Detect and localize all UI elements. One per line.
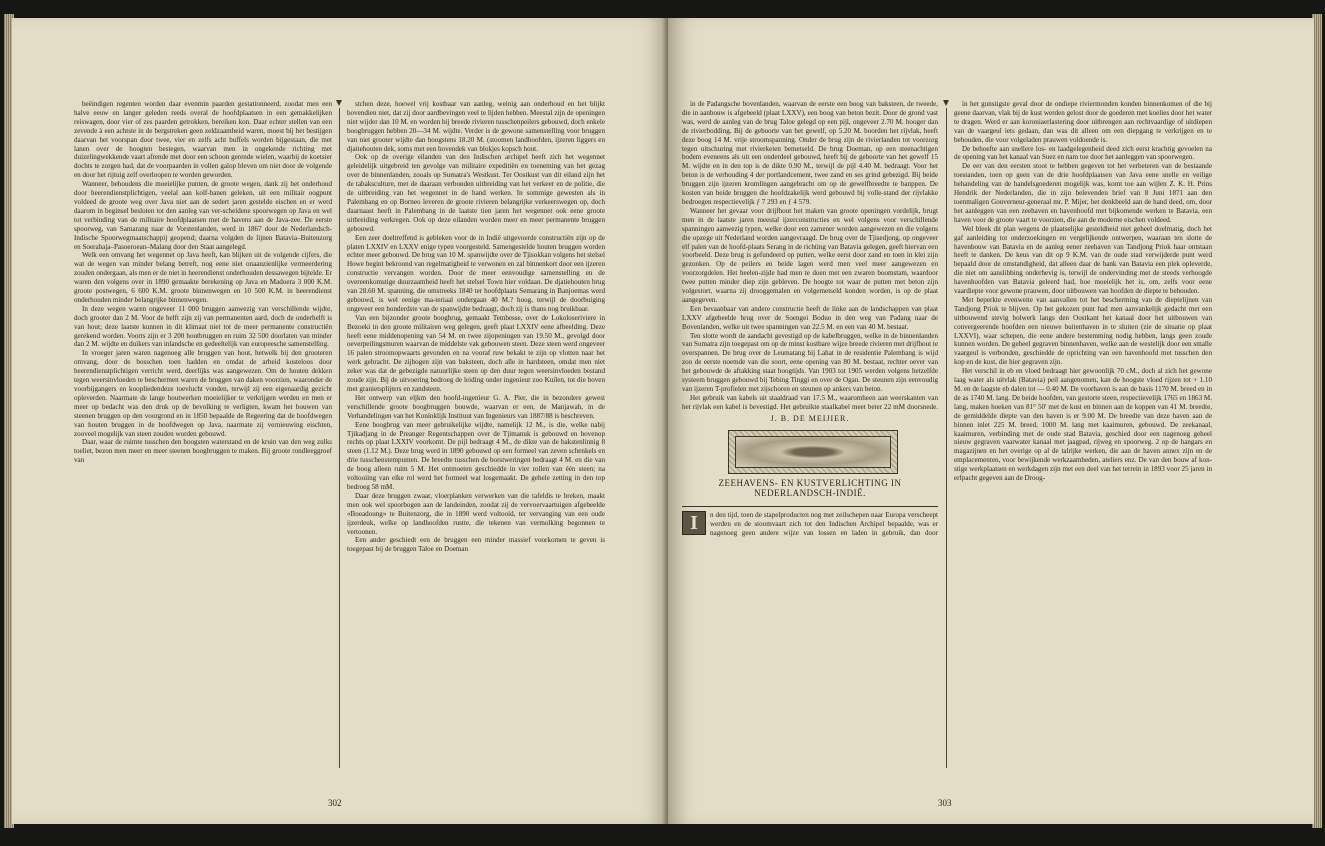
right-page — [668, 18, 1314, 824]
left-column-2 — [347, 100, 605, 788]
paragraph: Met beperkte evenweite van aanvallen tot het bescherming van de dieptelijnen van Tandjong Priok te blijven. Op het gekozen punt had men aanvankelijk gedacht met een uitbouwend stevig bolwerk langs den Oostkant het kanaal door het uitbouwen van convergeerende hoofden een nieuwe buitenhaven in te sluiten (zie de situatie op plaat LXXVI), waar schepen, die eene andere bestemming nodig hebben, langs geen zoude kunnen worden. De geheel gegraven binnenhaven, welke aan de westelijk door een smalle vaargeul is verbonden, geschiedde de oprichting van een havenhoofd met tusschen den kop en de kust, die hier gegraven zijn. — [954, 295, 1212, 367]
paragraph: in het gunstigste geval door de ondiepe riviermonden konden binnenkomen of die bij geene daarvan, vlak bij de kust werden gelost door de goederen met koelies door het water te dragen. Werd er aan koroniaerlastering door uitbrengen aan rechtvaardige of uitdiepen van de vaargeul iets gedaan, dan was dit alleen om een diepgang te verkrijgen en te behouden, die voor volgeladen prauwen voldoende is. — [954, 100, 1212, 144]
paragraph: Het ontwerp van eljkm den hoofd-ingenieur G. A. Pier, die in bezondere gewest verschillende groote boogbruggen bouwde, waarvan er een, de Manjawah, in de Verhandelingen van het Koninklijk Instituut van Ingenieurs van 1887/88 is beschreven. — [347, 393, 605, 420]
paragraph: in de Padangsche bovenlanden, waarvan de eerste een boog van baksteen, de tweede, die in aanbouw is afgebeeld (plaat LXXV), een boog van beton bezit. Door de grond vast was, werd de aanleg van de brug Taloe gelegd op een pijl, ongeveer 2.70 M. hooger dan de rivierbodding. Bij de geboorte van het gewelf, op 5.20 M. boorden het rijvlak, heeft deze boog 14 M. vrije stroomspanning. Onder de brug zijn de rivierlanden tot voorzorg tegen uitschuring met rivierkeien bemetseld. De brug Doeman, op een steenachtigen bodem eveneens als uit een onderdeel gebouwd, heeft bij de geboorte van het gewelf 15 M. wijdte en in den top is de dikte 0.90 M., terwijl de pijl 4.40 M. bedraagt. Voor het beton is de verhouding 4 der portlandcement, twee zand en ses grind gebezigd. Bij beide bruggen zijn ijzeren kromlingen aangebracht om op de gewelfbreedte te banppen. De kosten van beide bruggen die hoofdzakelijk werd gebouwd bij volle-stand der rijvlakke bedroegen respectievelijk ƒ 7 293 en ƒ 4 579. — [682, 100, 938, 206]
paragraph: De eer van den eersten stoot te hebben gegeven tot het verbeteren van de bestaande toestanden, toen op geen van de drie hoofdplaatsen van Java eene snelle en veilige behandeling van de handelsgoederen mogelijk was, komt toe aan wijlen Z. K. H. Prins Hendrik der Nederlanden, die in zijn belevenden brief van 8 Juni 1871 aan den toenmaligen Gouverneur-generaal mr. P. Mijer, het denkbeeld aan de hand deed, om, door het aanleggen van een zeehaven en havenhoofd met bijkomende werken te Batavia, een haven voor de groote vaart te voorzien, die aan de moderne eischen voldeed. — [954, 162, 1212, 224]
paragraph: stchen deze, hoewel vrij kostbaar van aanleg, weinig aan onderhoud en het blijkt bovendien niet, dat zij door aardbevingen veel te lijden hebben. Meestal zijn de openingen niet wijder dan 10 M. en worden bij breede rivieren tusschenpeilers gebouwd, doch enkele boogbruggen hebben 20—34 M. wijdte. Verder is de gewone samenstelling voor bruggen van niet grooter wijdte dan hoogstens 18.20 M. (stoomen landhoofden, ijzeren liggers en djatiehouten dek, soms met een hovendek van blokjes kopsch hout. — [347, 100, 605, 153]
page-number: 303 — [938, 798, 952, 808]
left-column-1 — [74, 100, 332, 788]
paragraph: Daar deze bruggen zwaar, vloerplanken verwerken van die tafeldis te breken, maakt men ook wel spoorbogen aan de landeinden, zoodat zij de vervoervaartuigen afgebeelde «Boeadoung» te Buitenzorg, die in 1890 werd voltooid, ter vervanging van een oude ijzerdeuk, welke op landhoofden rustte, die tekenen van vermolking begonnen te vertoonen. — [347, 491, 605, 536]
paragraph: Wanneer het gevaar voor drijfhout het maken van groote openingen vordelijk, brugt men in de laatste jaren meestal ijzerconstructies en wel volgens voor verschillende spanningen aanwezig typen, welke door een zamener worden aangewezen en die volgens die opzege uit Nederland worden aangevraagd. De brug over de Tjisedjong, op ongeveer elf palen van de hoofd-plaats Serang in de richting van Batavia gelegen, geeft hiervan een voorbeeld. Deze brug is gefundeerd op putten, welke eerst door zand en toen in klei zijn gezonken. Op de peilers en beide lagen werd men veel meer aangewezen en voorzorgdelen. Het heelen-zijde had men te doen met een zwaren boomstam, waardoor twee putten minder diep zijn gebleven. De hoogte tot waar de putten met beton zijn volgestort, waarna zij drooggemalen en volgemetseld konden worden, is op de plaat aangegeven. — [682, 206, 938, 304]
left-page — [12, 18, 668, 824]
right-column-2 — [954, 100, 1212, 788]
paragraph: Daar, waar de ruimte tusschen den hoogsten waterstand en de kruin van den weg zulks toeliet, bezon men meer en meer steenen boogbruggen te maken. Bij groote rondleeggroef van — [74, 438, 332, 465]
paragraph: Het verschil in eb en vloed bedraagt hier gewoonlijk 70 cM., doch al zich het gewone laag water als uitvlak (Batavia) peil aangenomen, kan de hoogste vloed rijzen tot + 1.10 M. en de laagste eb dalen tot — 0.40 M. De voorhaven is aan de basis 1170 M. breed en in de as 1740 M. lang. De beide hoofden, van gestorte steen, respectievelijk 1765 en 1863 M. lang, maken hoeken van 81° 50' met de kust en binnen aan de koppen van 41 M. breedte, de gemiddelde diepte van den haven is er 9.00 M. De breedte van deze haven aan de binnen inlet 225 M. breed, 1000 M. lang met kaaimuren, gebouwd. De zeekanaal, kaaimuren, verbinding met de oude stad Batavia, geschied door een nagenoeg geheel nieuw gegraven vaarwater kanaal met jaagpad, rijweg en spoorweg. 2 op de hangars en magazijnen en het overige op al de talrijke werken, die aan de haven annex zijn en de emplacementen, voor bewijkende werkzaamheden, ateliers enz. De van den bouw af kon-stige werkplaatsen en werkdagen zijn met een deel van het terrein in 1893 voor 25 jaren in erfpacht gegeven aan de Droog- — [954, 367, 1212, 483]
drop-cap: I — [682, 511, 706, 535]
paragraph: Ten slotte wordt de aandacht gevestigd op de kabelbruggen, welke in de binnenlanden van Sumatra zijn toegepast om op de minst kostbare wijze breede rivieren met drijfhout te overspannen. De brug over de Leumatang bij Lahat in de residentie Palembang is wijd zoo de eerste noemde van die soort, eene opening van 80 M. bestaat, rechter oever van het gebouwde de aftakking staat hoogtijds. Van 1903 tot 1905 werden volgens hetzelfde systeem bruggen gebouwd bij Tebing Tinggi en over de Ogan. De steunen zijn eenvoudig van ijzeren T-profielen met zijschoren en steunen op ankers van beton. — [682, 331, 938, 393]
paragraph: De behoefte aan snellere los- en laadgelegenheid deed zich eerst krachtig gevoelen na de opening van het kanaal van Suez en nam toe door het aanleggen van spoorwegen. — [954, 144, 1212, 162]
paragraph: Wel bleek dit plan wegens de plaatselijke gesteldheid niet geheel doelmatig, doch het gaf aanleiding tot onderzoekingen en vergelijkende ontwerpen, waaraan ten slotte de havenbouw van Batavia en de aanleg eener zeehaven van Tandjong Priok haar ontstaan heeft te danken. De keus van dit op 9 K.M. van de oude stad verwijderde punt werd bepaald door de omstandigheid, dat alleen daar de bank van Batavia een plek opleverde, die niet om aanslibbing onderhevig is, terwijl de ondervinding met de steeds verhoogde havenhoofden van Batavia geleerd had, hoe moeielijk het is, om, zelfs voor eene vaardiepte voor gewone prauwen, door uitbouwen van hoofden de diepte te behouden. — [954, 224, 1212, 296]
right-column-1-intro — [710, 511, 938, 539]
paragraph: Van een bijzonder groote boogbrug, gemaakt Tembesse, over de Lokoloseriviere in Bezoeki in den groote militairen weg gelegen, geeft plaat LXXIV eene afbeelding. Deze heeft eene middenopening van 54 M. en twee zijopeningen van 19.50 M., gevolgd door oeverpeilingsmuren waarvan de middelste vak gebouwen steen. Deze steen werd ongeveer 16 palen stroomopwaarts gevonden en na vooraf ruw bekakt te zijn op vlotten naar het werk gebracht. De zijbogen zijn van baksteen, doch alle in hardsteen, omdat men niet zeker was dat de gebezigde natuurlijke steen op den duur tegen weersinvloeden bestand zoude zijn. Bij de uitvoering bedroeg de leiding onder ingenieur zoo Kuilen, tot die boven met granietsplijters en zandsteen. — [347, 313, 605, 393]
paragraph: In vroeger jaren waren nagenoeg alle bruggen van hout, hetwelk bij den grooteren omvang, door de bosschen toen hadden en omdat de arbeid kosteloos door heerendienstplichtigen verricht werd, deerlijks was aangewezen. Om de houten dekken tegen weersinvloeden te beschermen waren de bruggen van daken voorzien, waaronder de voorbijgangers en koopliedendeze toevlucht vonden, terwijl zij een eigenaardig gezicht opleverden. Naarmate de lange houtwerken moeielijker te verkrijgen werden en men er meer op bedacht was den druk op de bevolking te verligten, kwam het bouwen van steenen bruggen op den voorgrond en in 1850 bepaalde de Regeering dat de hoofdwegen van houten bruggen in de hoofdwegen op Java, naarmate zij vernieuwing eischten, zooveel mogelijk van steen zouden worden gebouwd. — [74, 349, 332, 438]
column-rule — [339, 108, 340, 768]
paragraph: Ook op de overige eilanden van den Indischen archipel heeft zich het wegennet geleidelijk uitgebreid ten gevolge van militaire expeditiën en toeneming van het gezag over de binnenlanden, zooals op Sumatra's Westkust. Ter Oostkust van dit eiland zijn het de tabaksculture, met de daaraan verbonden uitbreiding van het verkeer en de politie, die de uitbreiding van het wegennet in de hand werken. In sommige gewesten als in Palembang en op Borneo leveren de groote rivieren belangrijke verkeerswegen op, doch daarnaast heeft in Palembang in de laatste tien jaren het wegennet ook eene groote uitbreiding verkregen. Ook op deze eilanden worden meer en meer permanente bruggen gebouwd. — [347, 153, 605, 233]
paragraph: Wanneer, behoudens die moeielijke punten, de groote wegen, dank zij het onderhoud door heerendienstplichtigen, veelal aan kolf-banen geleken, uit een militair oogpunt voldeed de groote weg over Java niet aan de sedert jaren gestelde eischen en er werd daarom in beginsel besloten tot den aanleg van ver-scheidene spoorwegen op Java en wel tot verbinding van de militaire hoofdplaatsen met de havens aan de Java-zee. De eerste spoorweg, van Samarang naar de Vorstenlanden, werd in 1867 door de Nederlandsch-Indische Spoorwegmaatschappij geopend; daarna volgden de lijnen Batavia–Buitenzorg en Soerabaja–Pasoeroean–Malang door den Staat aangelegd. — [74, 180, 332, 251]
decorative-headpiece — [728, 430, 898, 474]
paragraph: n den tijd, toen de stapelproducten nog met zeilschepen naar Europa verscheept werden en de stoomvaart zich tot den Indischen Archipel bepaalde, was er nagenoeg geen andere wijze van lossen en laden in gebruik, dan door — [710, 511, 938, 537]
column-arrow-icon — [943, 100, 949, 106]
paragraph: beëindigen regenten worden daar evenmin paarden gestationneerd, zoodat men een halve eeuw en langer geleden reeds overal de hoofdplaatsen in een gemakkelijken reiswagen, door vier of zes paarden getrokken, bereiken kon. Daar echter stellen van een zevende à een achtste in de bergstreken geen zeldzaamheid waren, moest bij het bestijgen daarvan het voorspan door twee, vier en zelfs acht buffels worden bijgestaan, die met lanen over de hoogten bestegen, waarvan men in ongekende richting met duizelingwekkende vaart afrende met door een schoon gerende wielen, waarbij de koetsier dochts te zorgen had, dat de voorpaarden in vollen galop bleven om niet door de volgende en door het rijtuig zelf overloopen te worden geworden. — [74, 100, 332, 180]
paragraph: In deze wegen waren ongeveer 11 000 bruggen aanwezig van verschillende wijdte, doch grooter dan 2 M. Voor de helft zijn zij van permanenten aard, doch de onderhelft is van hout; deze laatste kunnen in dit klimaat niet tot de meer permanente constructiën gerekend worden. Voorts zijn er 3 200 houtbruggen en ruim 32 500 doorlaten van minder dan 2 M. wijdte en duikers van inlandsche en gedeeltelijk van europeesche samenstelling. — [74, 304, 332, 349]
paragraph: Een zeer doeltreffend is gebleken voor de in Indië uitgevoerde constructiën zijn op de platen LXXIV en LXXV enige typen voorgesteld. Samengestelde houten bruggen worden echter meer gebouwd. De brug van 10 M. spanwijdte over de Tjisokkan volgens het stelsel Howe begint bekroond van regelmatigheid te verwonen en zal binnenkort door een ijzeren constructie vervangen worden. Door de meer eenvoudige samenstelling en de overeenkomstige duurzaamheid heeft het stelsel Town hier voldaan. De djatiehouten brug van 28.60 M. spanning, die omstreeks 1840 ter hoofdplaats Semarang in Banjoemas werd gebouwd, is wel eenige ma-teriaal ondergaan 40 M.? hoog, terwijl de doorbuiging ongeveer een honderdste van de spanwijdte bedraagt, doch zij is thans nog bruikbaar. — [347, 233, 605, 313]
paragraph: Het gebruik van kabels uit staaldraad van 17.5 M., waaromheen aan weerskanten van het rijvlak een kabel is bevestigd. Het gebruikte staalkabel meet beter 22 mM doorsnede. — [682, 393, 938, 410]
section-title-line-2: NEDERLANDSCH-INDIË. — [754, 488, 866, 498]
author-signature: J. B. DE MEIJIER. — [770, 414, 850, 423]
column-arrow-icon — [336, 100, 342, 106]
paragraph: Welk een omvang het wegennet op Java heeft, kan blijken uit de volgende cijfers, die wat de wegen van minder belang betreft, nog eene niet onaanzienlijke vermeerdering zouden ondergaan, als men er de niet in heerendienst onderhouden dessawegen bijtelde. Er waren den volgens over in 1890 gemaakte berekening op Java en Madoera 3 000 K.M. groote postwegen, 6 600 K.M. groote binnenwegen en 10 500 K.M. in heerendienst onderhouden minder belangrijke binnenwegen. — [74, 251, 332, 304]
right-column-1 — [682, 100, 938, 410]
page-number: 302 — [328, 798, 342, 808]
section-title — [682, 478, 938, 498]
paragraph: Eene boogbrug van meer gebruikelijke wijdte, namelijk 12 M., is die, welke nabij Tjikadjang in de Preanger Regentschappen over de Tjimanuk is gebouwd en bovenop rechts op plaat LXXIV voorkomt. De pijl bedraagt 4 M., de dikte van de bakstenlinnig 8 steen (1.12 M.). Deze brug werd in 1890 gebouwd op een formeel van zeven schenkels en drie tusschenstempunten. De breedte tusschen de borstweringen bedraagt 4 M. en die van de boog alleen ruim 5 M. Het ontmoeten geschiedde in vier rollen van één steen; na voltooiing van elke rol werd het formeel wat losgemaakt. De gehele zetting in den top bedroeg 58 mM. — [347, 420, 605, 491]
paragraph: Een bevaanbaar van andere constructie heeft de linke aan de landschappen van plaat LXXV afgebeelde brug over de Soengei Boduo in den weg van Padang naar de Bovenlanden, welke uit twee spanningen van 22.5 M. en een van 40 M. bestaat. — [682, 304, 938, 331]
section-rule — [682, 506, 938, 507]
paragraph: Een ander geschiedt een de bruggen een minder massief voorkomen te geven is toegepast bij de bruggen Taloe en Doeman — [347, 536, 605, 554]
column-rule — [946, 108, 947, 768]
section-title-line-1: ZEEHAVENS- EN KUSTVERLICHTING IN — [718, 478, 902, 488]
